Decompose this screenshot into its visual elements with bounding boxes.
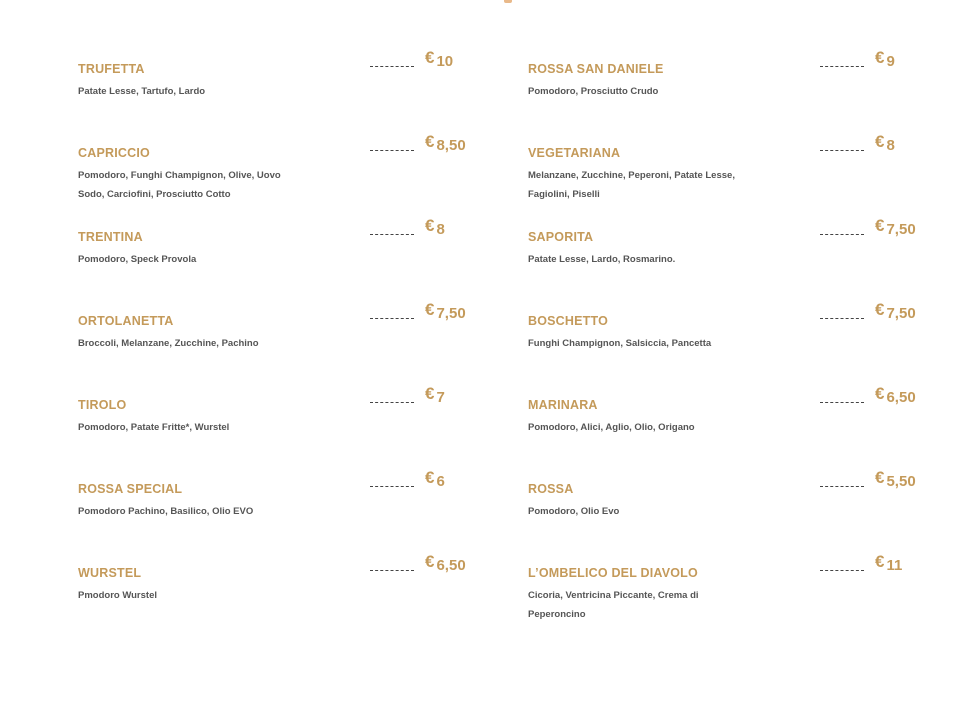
price-amount: 7	[436, 389, 445, 406]
menu-item	[78, 48, 473, 132]
item-description: Patate Lesse, Lardo, Rosmarino.	[528, 254, 676, 265]
price-amount: 11	[886, 557, 903, 574]
euro-symbol: €	[875, 300, 885, 319]
euro-symbol: €	[425, 216, 435, 235]
euro-symbol: €	[875, 468, 885, 487]
item-price	[875, 48, 895, 68]
item-name: TRUFETTA	[78, 62, 145, 76]
item-name: ROSSA SPECIAL	[78, 482, 183, 496]
dotted-leader	[820, 402, 864, 403]
price-amount: 7,50	[886, 305, 916, 322]
item-name: TIROLO	[78, 398, 127, 412]
dotted-leader	[820, 234, 864, 235]
item-name: ORTOLANETTA	[78, 314, 174, 328]
menu-item	[528, 552, 923, 636]
item-price	[425, 552, 466, 572]
item-description: Broccoli, Melanzane, Zucchine, Pachino	[78, 338, 259, 349]
euro-symbol: €	[425, 300, 435, 319]
menu-item	[78, 468, 473, 552]
menu-item	[528, 132, 923, 216]
item-description: Pomodoro, Funghi Champignon, Olive, Uovo Sodo, Carciofini, Prosciutto Cotto	[78, 170, 281, 200]
item-description: Cicoria, Ventricina Piccante, Crema di Peperoncino	[528, 590, 699, 620]
item-description: Melanzane, Zucchine, Peperoni, Patate Lesse, Fagiolini, Piselli	[528, 170, 735, 200]
item-price	[875, 552, 902, 572]
item-price	[425, 384, 445, 404]
item-description: Pomodoro, Prosciutto Crudo	[528, 86, 659, 97]
dotted-leader	[370, 402, 414, 403]
menu-item	[528, 300, 923, 384]
euro-symbol: €	[425, 552, 435, 571]
item-price	[875, 468, 916, 488]
dotted-leader	[820, 570, 864, 571]
euro-symbol: €	[875, 384, 885, 403]
dotted-leader	[370, 570, 414, 571]
item-price	[875, 384, 916, 404]
item-name: SAPORITA	[528, 230, 594, 244]
item-price	[425, 468, 445, 488]
menu-item	[528, 216, 923, 300]
menu-item	[78, 216, 473, 300]
menu-item	[528, 48, 923, 132]
euro-symbol: €	[875, 552, 885, 571]
item-price	[875, 300, 916, 320]
price-amount: 7,50	[436, 305, 466, 322]
price-amount: 7,50	[886, 221, 916, 238]
dotted-leader	[820, 66, 864, 67]
item-price	[425, 48, 453, 68]
item-description: Pomodoro, Patate Fritte*, Wurstel	[78, 422, 230, 433]
item-name: ROSSA	[528, 482, 574, 496]
menu-item	[528, 384, 923, 468]
dotted-leader	[370, 318, 414, 319]
dotted-leader	[370, 486, 414, 487]
price-amount: 9	[886, 53, 895, 70]
item-name: L’OMBELICO DEL DIAVOLO	[528, 566, 698, 580]
price-amount: 8	[436, 221, 445, 238]
menu-item	[78, 384, 473, 468]
dotted-leader	[370, 150, 414, 151]
item-description: Pomodoro, Olio Evo	[528, 506, 620, 517]
item-description: Pmodoro Wurstel	[78, 590, 157, 601]
price-amount: 5,50	[886, 473, 916, 490]
item-name: BOSCHETTO	[528, 314, 609, 328]
item-description: Pomodoro, Alici, Aglio, Olio, Origano	[528, 422, 695, 433]
euro-symbol: €	[425, 48, 435, 67]
menu-item	[78, 552, 473, 636]
item-description: Funghi Champignon, Salsiccia, Pancetta	[528, 338, 712, 349]
price-amount: 6	[436, 473, 445, 490]
price-amount: 10	[436, 53, 454, 70]
dotted-leader	[820, 318, 864, 319]
item-name: CAPRICCIO	[78, 146, 150, 160]
top-accent-mark	[504, 0, 512, 3]
item-description: Pomodoro, Speck Provola	[78, 254, 197, 265]
menu-column-right	[528, 48, 923, 636]
item-name: VEGETARIANA	[528, 146, 621, 160]
price-amount: 8,50	[436, 137, 466, 154]
item-price	[425, 132, 466, 152]
euro-symbol: €	[425, 132, 435, 151]
euro-symbol: €	[875, 48, 885, 67]
price-amount: 6,50	[886, 389, 916, 406]
item-description: Pomodoro Pachino, Basilico, Olio EVO	[78, 506, 254, 517]
euro-symbol: €	[875, 216, 885, 235]
item-price	[875, 132, 895, 152]
menu-item	[528, 468, 923, 552]
item-price	[425, 216, 445, 236]
dotted-leader	[820, 486, 864, 487]
menu-column-left	[78, 48, 473, 636]
menu-item	[78, 300, 473, 384]
item-name: MARINARA	[528, 398, 598, 412]
euro-symbol: €	[425, 384, 435, 403]
item-description: Patate Lesse, Tartufo, Lardo	[78, 86, 206, 97]
euro-symbol: €	[425, 468, 435, 487]
dotted-leader	[370, 66, 414, 67]
menu-item	[78, 132, 473, 216]
price-amount: 8	[886, 137, 895, 154]
euro-symbol: €	[875, 132, 885, 151]
item-price	[875, 216, 916, 236]
item-name: WURSTEL	[78, 566, 142, 580]
item-name: ROSSA SAN DANIELE	[528, 62, 664, 76]
price-amount: 6,50	[436, 557, 466, 574]
item-name: TRENTINA	[78, 230, 143, 244]
dotted-leader	[370, 234, 414, 235]
item-price	[425, 300, 466, 320]
dotted-leader	[820, 150, 864, 151]
